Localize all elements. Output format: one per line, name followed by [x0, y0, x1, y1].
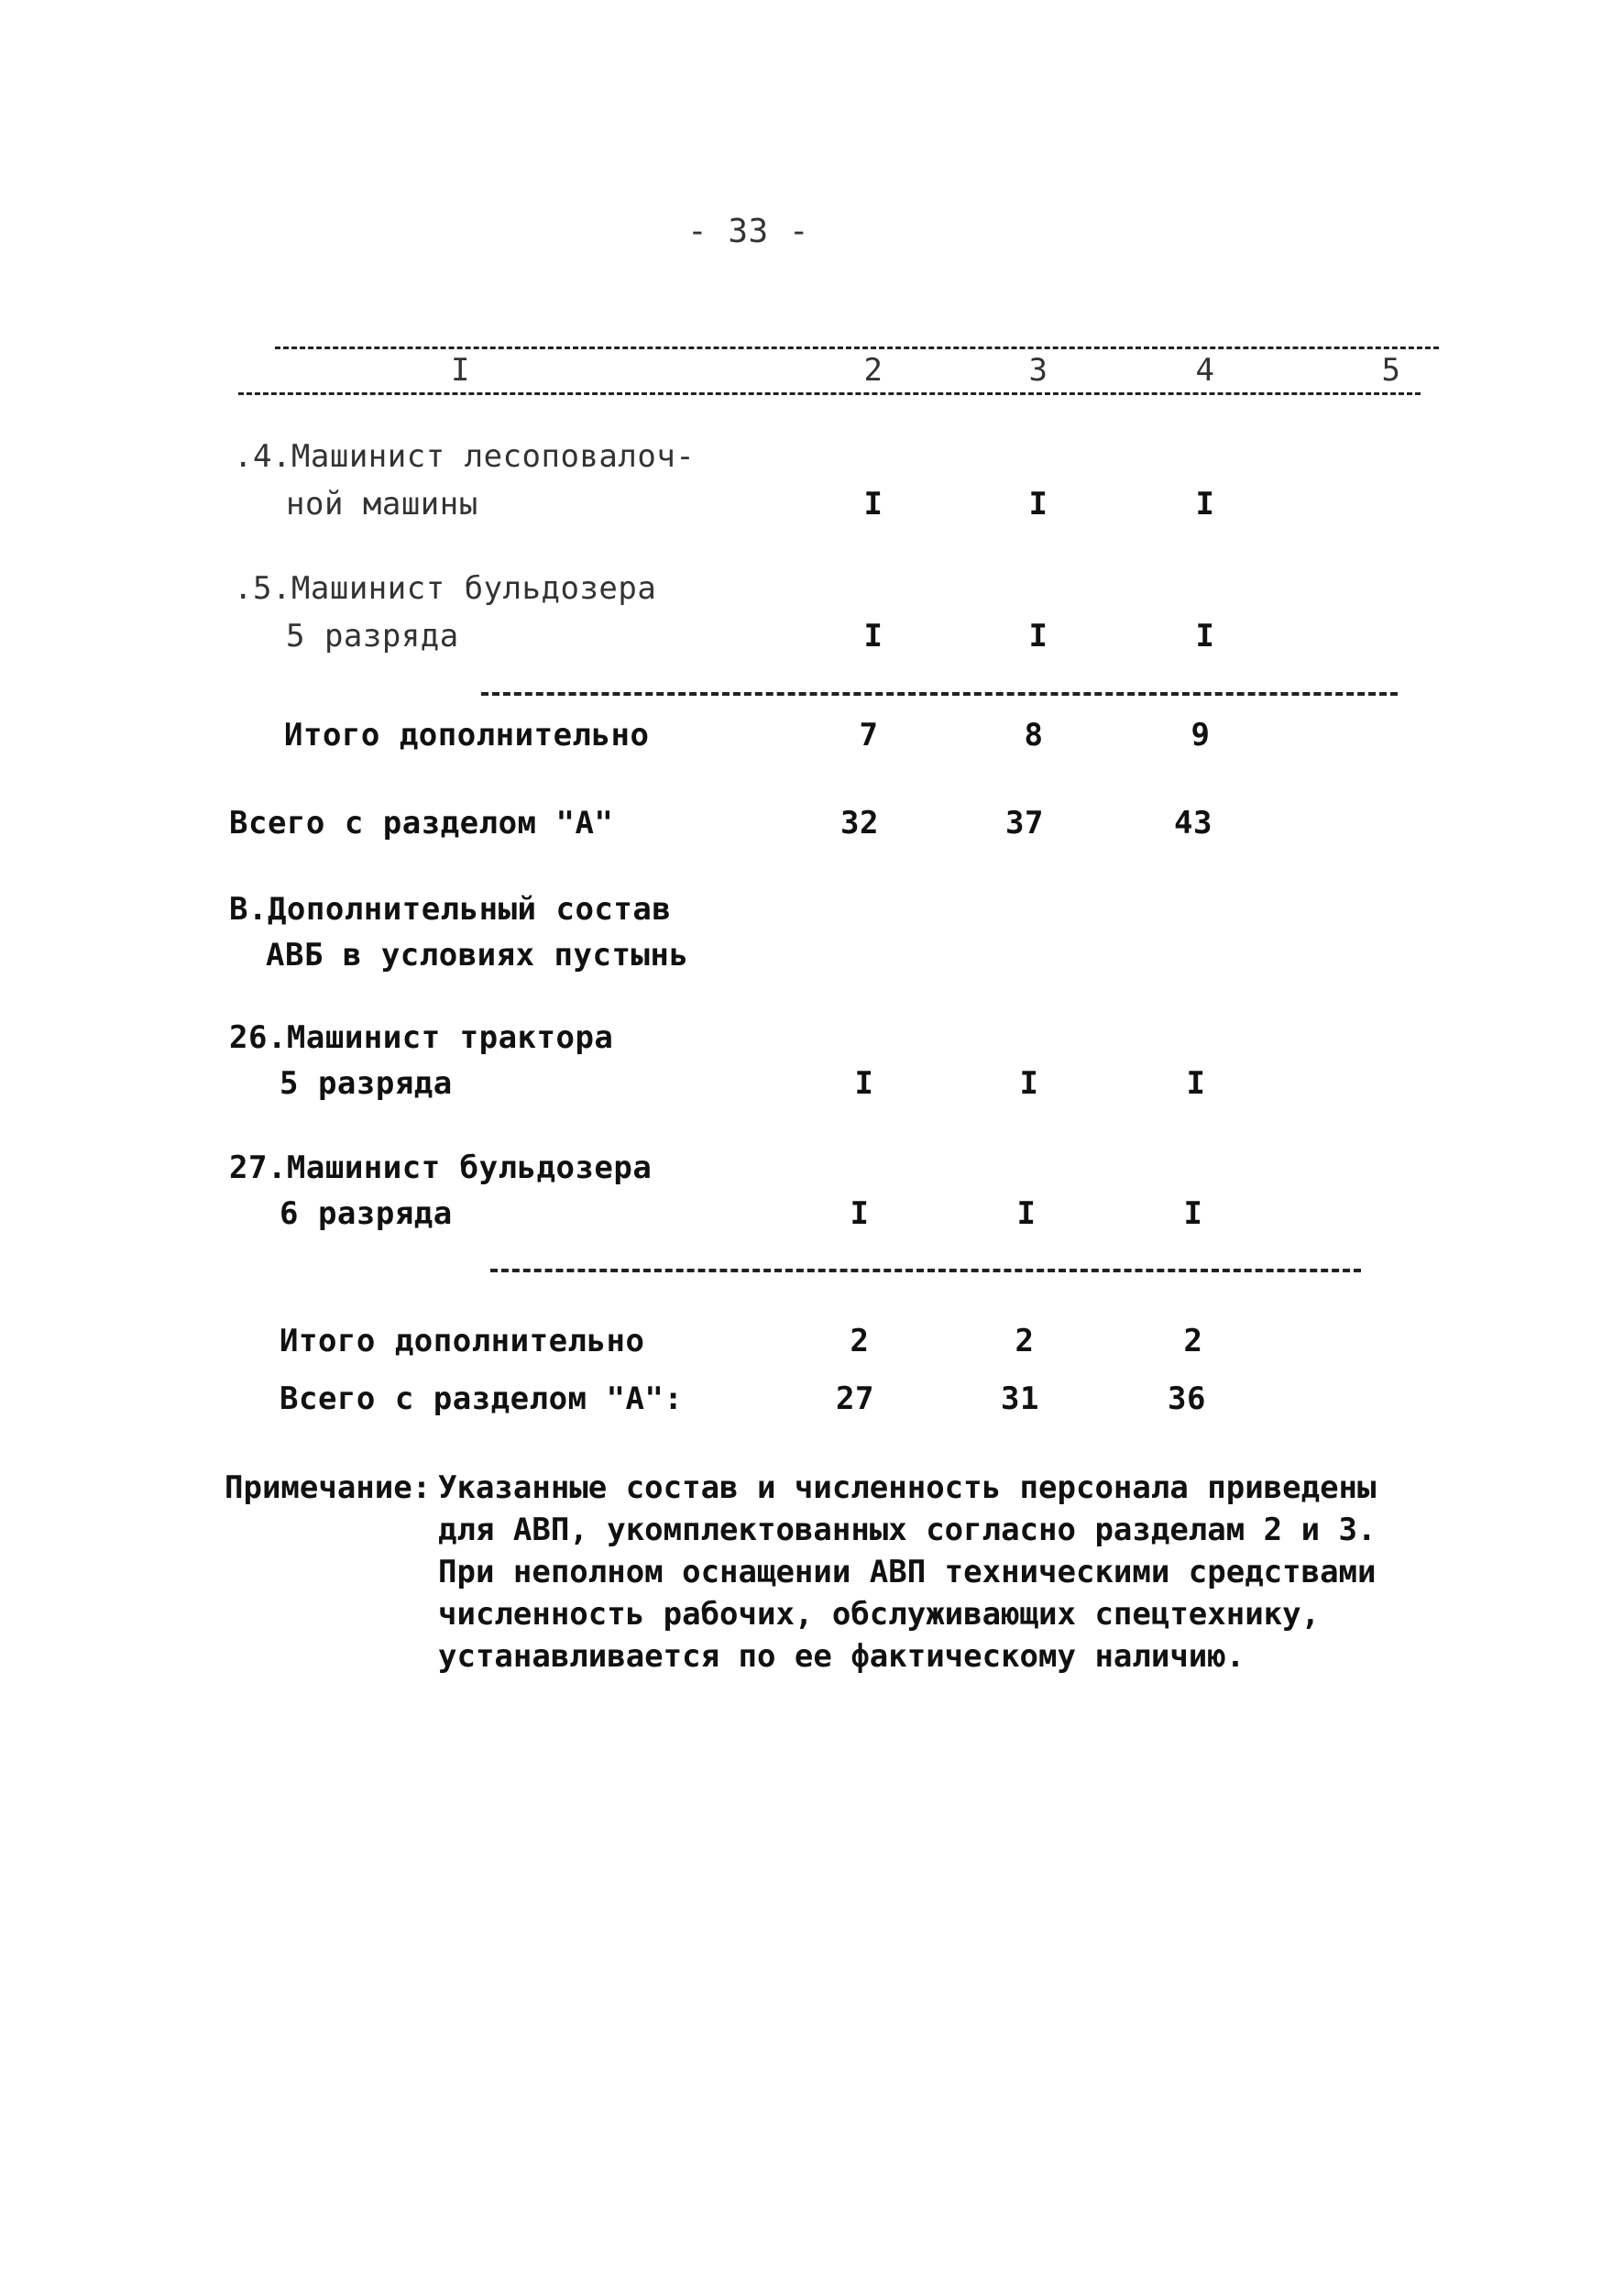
header-top-rule [275, 346, 1439, 349]
row-value-col3: I [1028, 486, 1048, 522]
column-header-5: 5 [1381, 352, 1401, 389]
row-value-col4: I [1195, 618, 1215, 654]
row-value-col3: I [1019, 1065, 1039, 1102]
subtotal-label: Итого дополнительно [284, 717, 650, 754]
note-line: устанавливается по ее фактическому наличию. [438, 1638, 1245, 1675]
row-title-line1: .5.Машинист бульдозера [234, 570, 657, 607]
row-value-col3: I [1016, 1195, 1037, 1232]
subtotal-col2: 7 [859, 717, 879, 754]
note-line: для АВП, укомплектованных согласно разделам 2 и 3. [438, 1512, 1377, 1548]
grand-total-col4: 43 [1174, 805, 1213, 842]
column-header-4: 4 [1195, 352, 1215, 389]
subtotal-col2: 2 [850, 1323, 870, 1359]
section-heading-line1: В.Дополнительный состав [229, 891, 672, 928]
grand-total-label: Всего с разделом "А" [229, 805, 614, 842]
grand-total-col2: 27 [836, 1380, 874, 1417]
column-header-3: 3 [1028, 352, 1048, 389]
subtotal-label: Итого дополнительно [280, 1323, 645, 1359]
row-value-col2: I [854, 1065, 874, 1102]
column-header-1: I [451, 352, 470, 389]
row-value-col2: I [850, 1195, 870, 1232]
grand-total-col3: 37 [1005, 805, 1044, 842]
subtotal-rule [481, 692, 1398, 696]
grand-total-col2: 32 [840, 805, 879, 842]
note-line: Указанные состав и численность персонала приведены [438, 1469, 1377, 1506]
subtotal-col3: 8 [1024, 717, 1044, 754]
row-title-line2: ной машины [286, 486, 478, 522]
row-value-col4: I [1186, 1065, 1206, 1102]
row-title-line1: .4.Машинист лесоповалоч- [234, 438, 696, 475]
subtotal-col4: 9 [1191, 717, 1211, 754]
subtotal-rule [490, 1269, 1361, 1272]
row-title-line1: 27.Машинист бульдозера [229, 1150, 653, 1186]
grand-total-col4: 36 [1168, 1380, 1206, 1417]
row-title-line2: 6 разряда [280, 1195, 453, 1232]
grand-total-label: Всего с разделом "А": [280, 1380, 684, 1417]
note-line: При неполном оснащении АВП техническими средствами [438, 1554, 1377, 1590]
grand-total-col3: 31 [1001, 1380, 1039, 1417]
row-value-col3: I [1028, 618, 1048, 654]
header-bottom-rule [238, 392, 1421, 395]
subtotal-col4: 2 [1183, 1323, 1203, 1359]
row-title-line2: 5 разряда [286, 618, 459, 654]
row-value-col4: I [1183, 1195, 1203, 1232]
subtotal-col3: 2 [1015, 1323, 1035, 1359]
row-value-col4: I [1195, 486, 1215, 522]
column-header-2: 2 [863, 352, 883, 389]
row-title-line1: 26.Машинист трактора [229, 1019, 614, 1056]
row-value-col2: I [863, 618, 883, 654]
page-number: - 33 - [687, 213, 810, 250]
row-value-col2: I [863, 486, 883, 522]
note-label: Примечание: [225, 1469, 432, 1506]
section-heading-line2: АВБ в условиях пустынь [266, 937, 689, 974]
note-line: численность рабочих, обслуживающих спецтехнику, [438, 1596, 1321, 1633]
row-title-line2: 5 разряда [280, 1065, 453, 1102]
